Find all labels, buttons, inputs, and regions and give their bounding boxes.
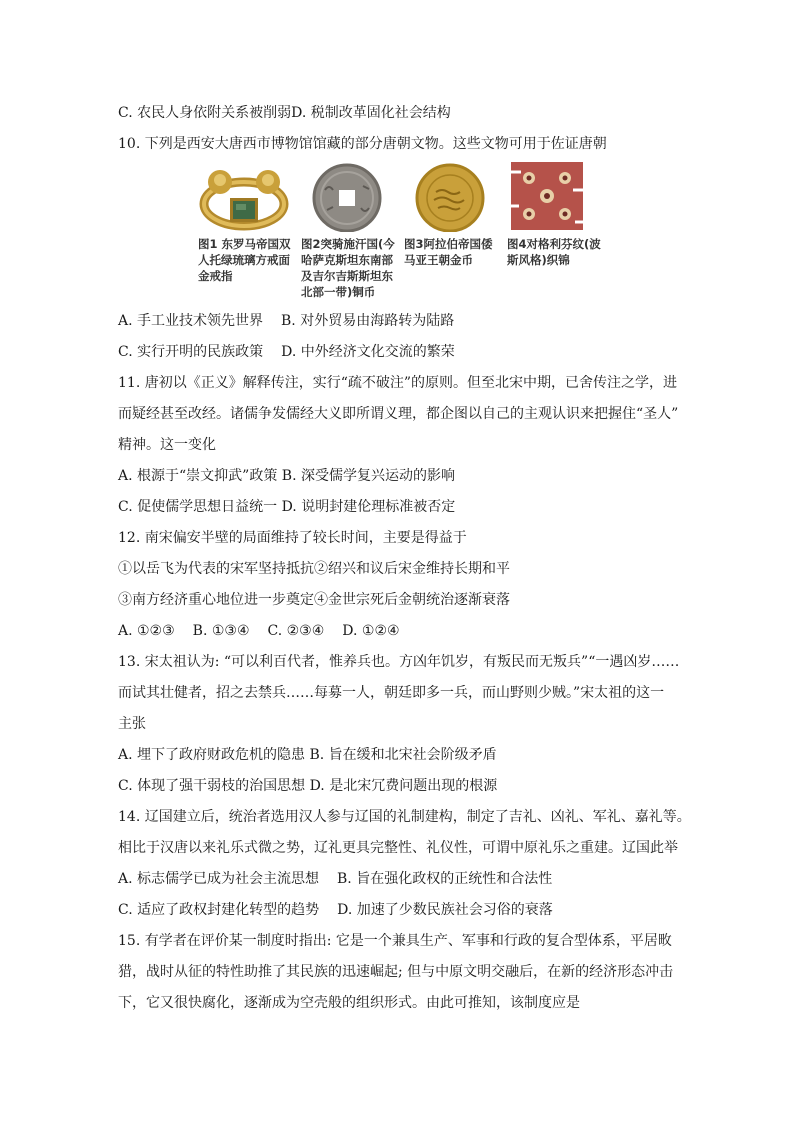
q14-option-b: B. 旨在强化政权的正统性和合法性 [337,871,553,887]
figure-4 [507,160,603,268]
q12-options [118,621,400,641]
figure-4-caption: 图4对格利芬纹(波斯风格)织锦 [507,237,601,267]
q12-option-c: C. ②③④ [267,623,325,639]
q14-stem-2: 相比于汉唐以来礼乐式微之势，辽礼更具完整性、礼仪性，可谓中原礼乐之重建。辽国此举 [118,840,678,856]
q10-options-cd [118,342,455,362]
q11-options-cd: C. 促使儒学思想日益统一 D. 说明封建伦理标准被否定 [118,499,456,515]
q15-stem-1: 15. 有学者在评价某一制度时指出: 它是一个兼具生产、军事和行政的复合型体系，平居畋 [118,933,672,949]
q14-option-d: D. 加速了少数民族社会习俗的衰落 [337,902,553,918]
figure-2 [301,160,397,300]
figure-3-caption: 图3阿拉伯帝国倭马亚王朝金币 [404,237,493,267]
q14-option-a: A. 标志儒学已成为社会主流思想 [118,871,320,887]
q15-stem-3: 下，它又很快腐化，逐渐成为空壳般的组织形式。由此可推知，该制度应是 [118,995,580,1011]
q12-item-1: ①以岳飞为代表的宋军坚持抵抗②绍兴和议后宋金维持长期和平 [118,561,510,577]
figure-2-caption: 图2突骑施汗国(今哈萨克斯坦东南部及吉尔吉斯斯坦东北部一带)铜币 [301,237,395,299]
q13-stem-3: 主张 [118,716,146,732]
gold-ring-icon [198,160,290,232]
figure-1-caption: 图1 东罗马帝国双人托绿琉璃方戒面金戒指 [198,237,291,283]
q10-option-a: A. 手工业技术领先世界 [118,313,264,329]
q11-options-ab: A. 根源于“崇文抑武”政策 B. 深受儒学复兴运动的影响 [118,468,455,484]
q15-stem-2: 猎，战时从征的特性助推了其民族的迅速崛起; 但与中原文明交融后，在新的经济形态冲击 [118,964,674,980]
q12-option-a: A. ①②③ [118,623,175,639]
q13-options-ab: A. 埋下了政府财政危机的隐患 B. 旨在缓和北宋社会阶级矛盾 [118,747,497,763]
q12-item-2: ③南方经济重心地位进一步奠定④金世宗死后金朝统治逐渐衰落 [118,592,510,608]
q14-options-ab [118,869,552,889]
q14-options-cd [118,900,553,920]
q10-options-ab [118,311,454,331]
q14-option-c: C. 适应了政权封建化转型的趋势 [118,902,320,918]
q14-stem-1: 14. 辽国建立后，统治者选用汉人参与辽国的礼制建构，制定了吉礼、凶礼、军礼、嘉礼等。 [118,809,691,825]
q12-option-b: B. ①③④ [192,623,250,639]
q10-option-b: B. 对外贸易由海路转为陆路 [281,313,455,329]
q10-option-d: D. 中外经济文化交流的繁荣 [281,344,455,360]
q10-figures [198,160,601,300]
q10-stem: 10. 下列是西安大唐西市博物馆馆藏的部分唐朝文物。这些文物可用于佐证唐朝 [118,136,607,152]
q12-stem: 12. 南宋偏安半壁的局面维持了较长时间，主要是得益于 [118,530,467,546]
figure-1 [198,160,294,284]
q9-option-cd: C. 农民人身依附关系被削弱D. 税制改革固化社会结构 [118,105,451,121]
q13-stem-2: 而试其壮健者，招之去禁兵……每募一人，朝廷即多一兵，而山野则少贼。”宋太祖的这一 [118,685,665,701]
brocade-icon [507,160,587,232]
copper-coin-icon [301,160,393,232]
q13-stem-1: 13. 宋太祖认为: “可以利百代者，惟养兵也。方凶年饥岁，有叛民而无叛兵”“一遇凶岁…… [118,654,680,670]
q12-option-d: D. ①②④ [342,623,400,639]
q11-stem-2: 而疑经甚至改经。诸儒争发儒经大义即所谓义理，都企图以自己的主观认识来把握住“圣人” [118,406,679,422]
q13-options-cd: C. 体现了强干弱枝的治国思想 D. 是北宋冗费问题出现的根源 [118,778,498,794]
q10-option-c: C. 实行开明的民族政策 [118,344,264,360]
q11-stem-1: 11. 唐初以《正义》解释传注，实行“疏不破注”的原则。但至北宋中期，已舍传注之学，进 [118,375,678,391]
q11-stem-3: 精神。这一变化 [118,437,216,453]
gold-coin-icon [404,160,496,232]
figure-3 [404,160,500,268]
